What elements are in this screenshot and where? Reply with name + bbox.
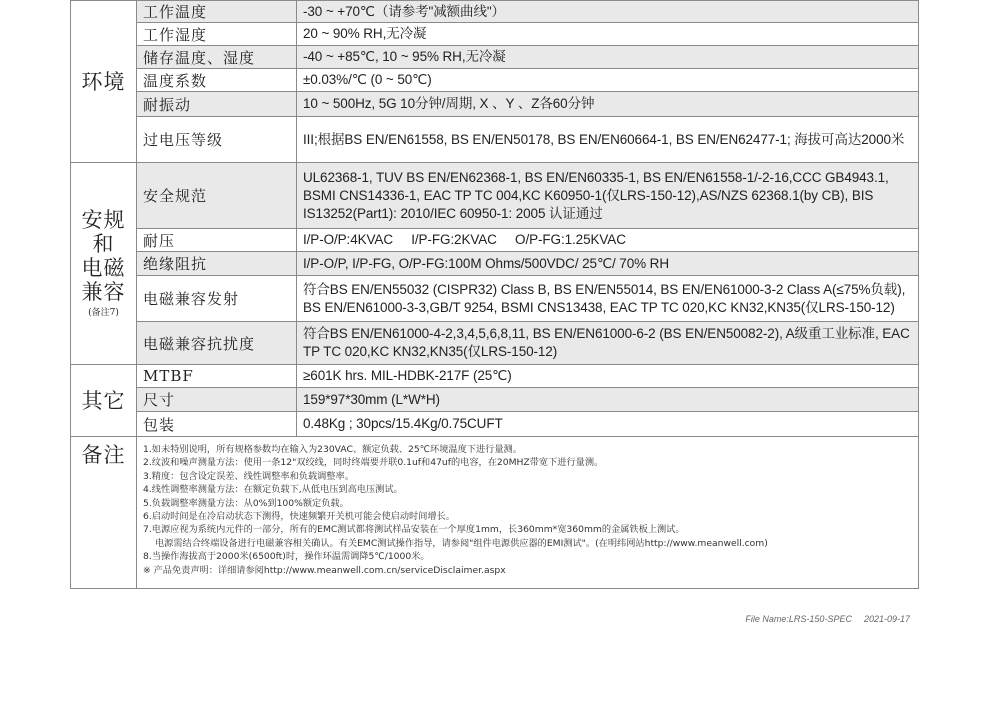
note-line: 2.纹波和噪声测量方法：使用一条12"双绞线，同时终端要并联0.1uf和47uf的电容，在20MHZ带宽下进行量测。	[143, 457, 604, 469]
row-name: 安全规范	[137, 163, 297, 229]
table-row	[71, 388, 919, 412]
table-row	[71, 163, 919, 229]
category-note: (备注7)	[88, 307, 119, 318]
table-row	[71, 252, 919, 276]
footer	[733, 614, 910, 624]
note-line: ※ 产品免责声明：详细请参阅http://www.meanwell.com.cn/serviceDisclaimer.aspx	[143, 564, 506, 576]
row-name: 电磁兼容抗扰度	[137, 322, 297, 365]
row-name: MTBF	[137, 365, 297, 388]
category-line: 安规	[81, 207, 126, 232]
row-name: 耐振动	[137, 92, 297, 117]
category-others: 其它	[71, 365, 137, 437]
row-name: 过电压等级	[137, 117, 297, 163]
row-value: ±0.03%/℃ (0 ~ 50℃)	[297, 69, 919, 92]
notes-cell	[137, 437, 919, 589]
row-value: 0.48Kg ; 30pcs/15.4Kg/0.75CUFT	[297, 412, 919, 437]
row-name: 工作温度	[137, 1, 297, 23]
note-line: 5.负载调整率测量方法：从0%到100%额定负载。	[143, 497, 349, 509]
table-row	[71, 23, 919, 46]
table-row	[71, 276, 919, 322]
note-line: 8.当操作海拔高于2000米(6500ft)时，操作环温需调降5℃/1000米。	[143, 551, 430, 563]
row-value: 20 ~ 90% RH,无冷凝	[297, 23, 919, 46]
row-value: -40 ~ +85℃, 10 ~ 95% RH,无冷凝	[297, 46, 919, 69]
row-name: 耐压	[137, 229, 297, 252]
row-value: 159*97*30mm (L*W*H)	[297, 388, 919, 412]
row-name: 电磁兼容发射	[137, 276, 297, 322]
row-value: 符合BS EN/EN55032 (CISPR32) Class B, BS EN/EN55014, BS EN/EN61000-3-2 Class A(≤75%负载), BS EN/EN61000-3-3,GB/T 9254, BSMI CNS13438, EAC TP TC 020,KC KN32,KN35(仅LRS-150-12)	[297, 276, 919, 322]
table-row	[71, 1, 919, 23]
category-safety-emc	[71, 163, 137, 365]
category-environment: 环境	[71, 1, 137, 163]
table-row	[71, 365, 919, 388]
row-value: 符合BS EN/EN61000-4-2,3,4,5,6,8,11, BS EN/EN61000-6-2 (BS EN/EN50082-2), A级重工业标准, EAC TP TC 020,KC KN32,KN35(仅LRS-150-12)	[297, 322, 919, 365]
row-value: -30 ~ +70℃（请参考"减额曲线"）	[297, 1, 919, 23]
note-line: 4.线性调整率测量方法：在额定负载下,从低电压到高电压测试。	[143, 484, 403, 496]
row-name: 包装	[137, 412, 297, 437]
table-row	[71, 92, 919, 117]
table-row	[71, 322, 919, 365]
note-line: 电源需结合终端设备进行电磁兼容相关确认。有关EMC测试操作指导，请参阅"组件电源供应器的EMI测试"。(在明纬网站http://www.meanwell.com)	[155, 537, 768, 549]
row-value: UL62368-1, TUV BS EN/EN62368-1, BS EN/EN60335-1, BS EN/EN61558-1/-2-16,CCC GB4943.1, BSMI CNS14336-1, EAC TP TC 004,KC K60950-1(仅LRS-150-12),AS/NZS 62368.1(by CB), BIS IS13252(Part1): 2010/IEC 60950-1: 2005 认证通过	[297, 163, 919, 229]
row-value: ≥601K hrs. MIL-HDBK-217F (25℃)	[297, 365, 919, 388]
row-value: I/P-O/P:4KVAC I/P-FG:2KVAC O/P-FG:1.25KVAC	[297, 229, 919, 252]
row-name: 绝缘阻抗	[137, 252, 297, 276]
table-row	[71, 69, 919, 92]
category-notes: 备注	[71, 437, 137, 589]
row-name: 温度系数	[137, 69, 297, 92]
row-value: III;根据BS EN/EN61558, BS EN/EN50178, BS EN/EN60664-1, BS EN/EN62477-1; 海拔可高达2000米	[297, 117, 919, 163]
file-name: File Name:LRS-150-SPEC	[745, 614, 852, 624]
row-name: 尺寸	[137, 388, 297, 412]
table-row	[71, 437, 919, 589]
category-line: 和	[92, 231, 115, 256]
note-line: 7.电源应视为系统内元件的一部分，所有的EMC测试都将测试样品安装在一个厚度1mm，长360mm*宽360mm的金属铁板上测试。	[143, 524, 685, 536]
row-value: I/P-O/P, I/P-FG, O/P-FG:100M Ohms/500VDC/ 25℃/ 70% RH	[297, 252, 919, 276]
table-row	[71, 229, 919, 252]
table-row	[71, 117, 919, 163]
category-line: 电磁	[81, 255, 126, 280]
note-line: 1.如未特别说明，所有规格参数均在输入为230VAC、额定负载、25℃环境温度下进行量测。	[143, 444, 522, 455]
row-name: 储存温度、湿度	[137, 46, 297, 69]
row-name: 工作湿度	[137, 23, 297, 46]
table-row	[71, 412, 919, 437]
table-row	[71, 46, 919, 69]
note-line: 6.启动时间是在冷启动状态下测得，快速频繁开关机可能会使启动时间增长。	[143, 511, 455, 523]
category-line: 兼容	[81, 279, 126, 304]
spec-table	[70, 0, 919, 589]
file-date: 2021-09-17	[863, 614, 910, 624]
note-line: 3.精度：包含设定误差、线性调整率和负载调整率。	[143, 470, 354, 482]
row-value: 10 ~ 500Hz, 5G 10分钟/周期, X 、Y 、Z各60分钟	[297, 92, 919, 117]
